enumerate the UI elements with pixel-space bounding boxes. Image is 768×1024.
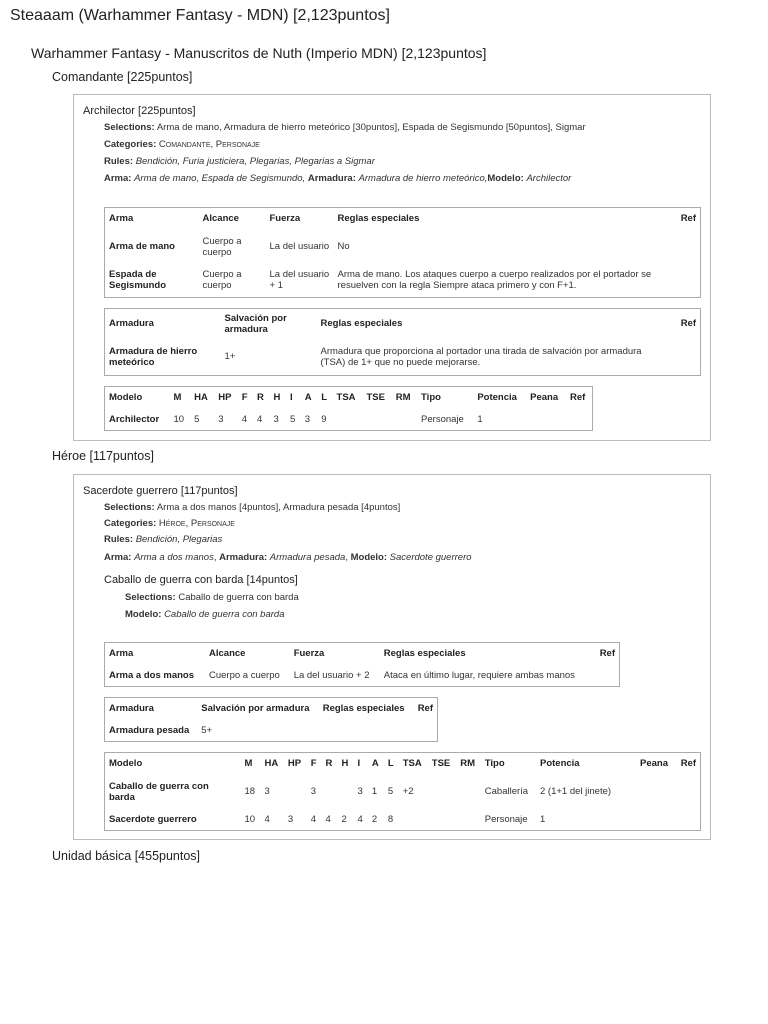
- table-row: Arma a dos manos Cuerpo a cuerpo La del usuario + 2 Ataca en último lugar, requiere ambas manos: [109, 669, 575, 681]
- mount-selections-line: Selections: Caballo de guerra con barda: [125, 592, 299, 603]
- selections-line: Selections: Arma de mano, Armadura de hierro meteórico [30puntos], Espada de Segismundo [50puntos], Sigmar: [104, 122, 586, 133]
- table-row: Caballo de guerra con barda 18 3 3 3 1 5 +2 Caballería 2 (1+1 del jinete): [109, 780, 612, 803]
- armour-table: Armadura Salvación por armadura Reglas especiales Ref Armadura pesada 5+: [104, 697, 438, 742]
- profile-summary-line: Arma: Arma a dos manos, Armadura: Armadura pesada, Modelo: Sacerdote guerrero: [104, 552, 472, 563]
- model-table: Modelo M HA HP F R H I A L TSA TSE RM Tipo Potencia Peana Ref Archilector 10 5 3 4 4 3 5 3 9 Personaje 1: [104, 386, 593, 431]
- weapons-table: Arma Alcance Fuerza Reglas especiales Ref Arma a dos manos Cuerpo a cuerpo La del usuario + 2 Ataca en último lugar, requiere ambas manos: [104, 642, 620, 687]
- categories-line: Categories: Héroe, Personaje: [104, 518, 235, 529]
- unit-title: Sacerdote guerrero [117puntos]: [83, 485, 238, 497]
- weapons-table: Arma Alcance Fuerza Reglas especiales Ref Arma de mano Cuerpo a cuerpo La del usuario No Espada de Segismundo Cuerpo a cuerpo La del usuario + 1 Arma de mano. Los ataques cuerpo a cuerpo realizados por el portador se resuelven con la regla Siempre ataca primero y con F+1.: [104, 207, 701, 298]
- table-row: Espada de Segismundo Cuerpo a cuerpo La del usuario + 1 Arma de mano. Los ataques cuerpo a cuerpo realizados por el portador se resuelven con la regla Siempre ataca primero y con F+1.: [109, 269, 652, 292]
- table-row: Armadura de hierro meteórico 1+ Armadura que proporciona al portador una tirada de salvación por armadura (TSA) de 1+ que no puede mejorarse.: [109, 345, 642, 368]
- section-heading-commander: Comandante [225puntos]: [52, 70, 193, 84]
- section-heading-hero: Héroe [117puntos]: [52, 449, 154, 463]
- armour-table: Armadura Salvación por armadura Reglas especiales Ref Armadura de hierro meteórico 1+ Armadura que proporciona al portador una tirada de salvación por armadura (TSA) de 1+ que no puede mejorarse.: [104, 308, 701, 376]
- mount-model-line: Modelo: Caballo de guerra con barda: [125, 609, 285, 620]
- mount-title: Caballo de guerra con barda [14puntos]: [104, 574, 298, 586]
- table-row: Armadura pesada 5+: [109, 724, 213, 736]
- unit-title: Archilector [225puntos]: [83, 105, 196, 117]
- profile-summary-line: Arma: Arma de mano, Espada de Segismundo, Armadura: Armadura de hierro meteórico,Modelo: Archilector: [104, 173, 572, 184]
- selections-line: Selections: Arma a dos manos [4puntos], Armadura pesada [4puntos]: [104, 502, 401, 513]
- table-row: Archilector 10 5 3 4 4 3 5 3 9 Personaje 1: [109, 413, 483, 425]
- categories-line: Categories: Comandante, Personaje: [104, 139, 260, 150]
- unit-card-archilector: [73, 94, 711, 441]
- rules-line: Rules: Bendición, Plegarias: [104, 534, 223, 545]
- table-row: Sacerdote guerrero 10 4 3 4 4 2 4 2 8 Personaje 1: [109, 813, 546, 825]
- model-table: Modelo M HA HP F R H I A L TSA TSE RM Tipo Potencia Peana Ref Caballo de guerra con barda 18 3 3 3 1 5 +2 Caballería 2 (1+1 del jinete) Sacerdote guerrero 10 4 3 4 4 2 4 2 8 Personaje 1: [104, 752, 701, 831]
- roster-title: Steaaam (Warhammer Fantasy - MDN) [2,123puntos]: [10, 7, 390, 24]
- unit-card-sacerdote: [73, 474, 711, 840]
- table-row: Arma de mano Cuerpo a cuerpo La del usuario No: [109, 235, 350, 258]
- section-heading-core: Unidad básica [455puntos]: [52, 849, 201, 863]
- rules-line: Rules: Bendición, Furia justiciera, Plegarias, Plegarias a Sigmar: [104, 156, 375, 167]
- force-title: Warhammer Fantasy - Manuscritos de Nuth (Imperio MDN) [2,123puntos]: [31, 45, 487, 61]
